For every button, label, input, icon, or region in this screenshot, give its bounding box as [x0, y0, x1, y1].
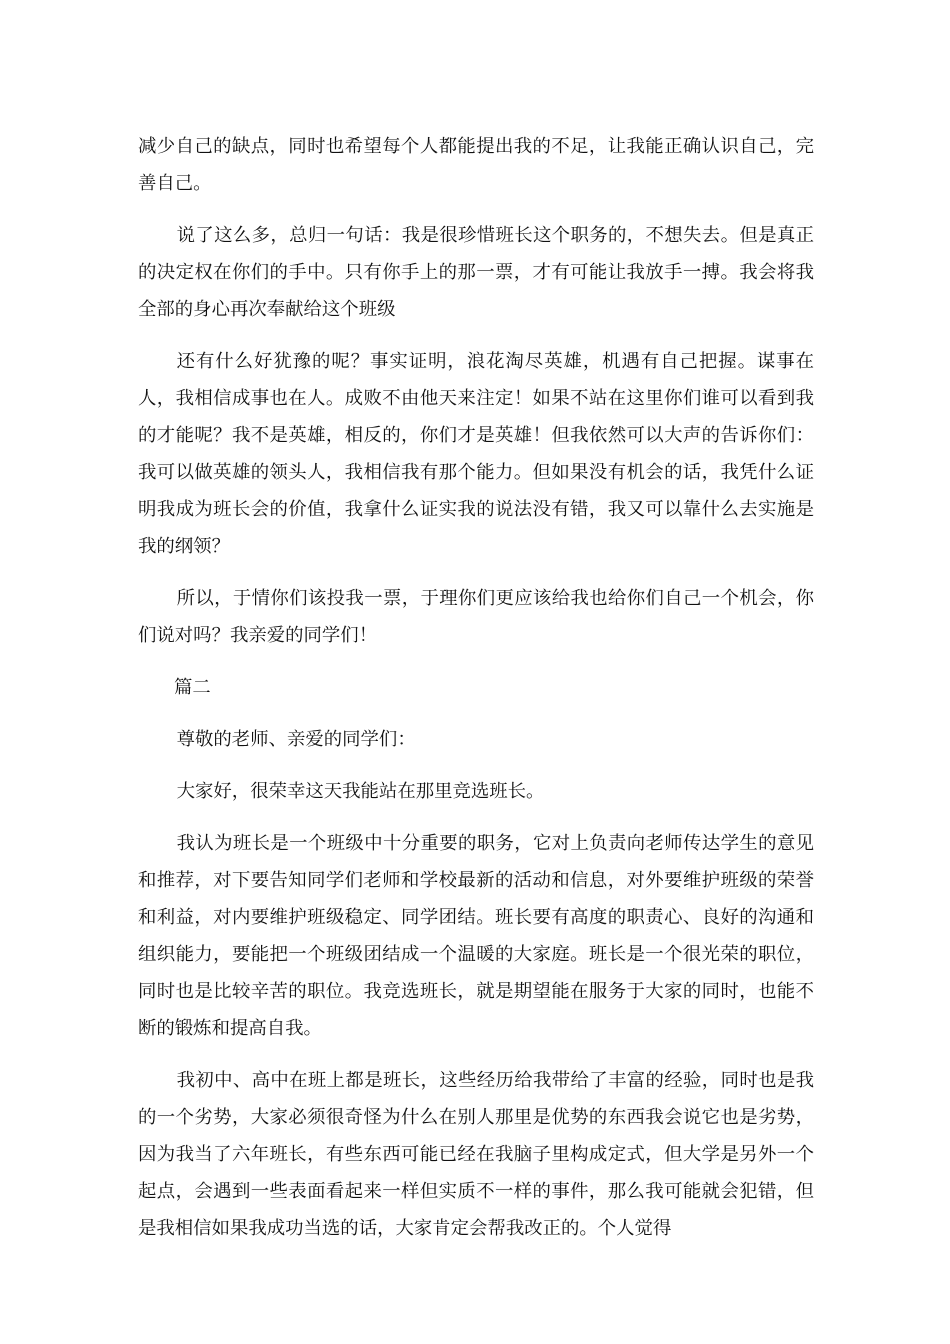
paragraph: 所以，于情你们该投我一票，于理你们更应该给我也给你们自己一个机会，你们说对吗？我亲爱的同学们！: [138, 588, 814, 646]
greeting: 大家好，很荣幸这天我能站在那里竞选班长。: [176, 781, 545, 802]
paragraph: 我认为班长是一个班级中十分重要的职务，它对上负责向老师传达学生的意见和推荐，对下要告知同学们老师和学校最新的活动和信息，对外要维护班级的荣誉和利益，对内要维护班级稳定、同学团结。班长要有高度的职责心、良好的沟通和组织能力，要能把一个班级团结成一个温暖的大家庭。班长是一个很光荣的职位，同时也是比较辛苦的职位。我竞选班长，就是期望能在服务于大家的同时，也能不断的锻炼和提高自我。: [138, 833, 814, 1039]
paragraph: 说了这么多，总归一句话：我是很珍惜班长这个职务的，不想失去。但是真正的决定权在你们的手中。只有你手上的那一票，才有可能让我放手一搏。我会将我全部的身心再次奉献给这个班级: [138, 225, 814, 320]
salutation: 尊敬的老师、亲爱的同学们：: [176, 729, 416, 750]
paragraph: 我初中、高中在班上都是班长，这些经历给我带给了丰富的经验，同时也是我的一个劣势，大家必须很奇怪为什么在别人那里是优势的东西我会说它也是劣势，因为我当了六年班长，有些东西可能已经在我脑子里构成定式，但大学是另外一个起点，会遇到一些表面看起来一样但实质不一样的事件，那么我可能就会犯错，但是我相信如果我成功当选的话，大家肯定会帮我改正的。个人觉得: [138, 1070, 814, 1239]
paragraph: 还有什么好犹豫的呢？事实证明，浪花淘尽英雄，机遇有自己把握。谋事在人，我相信成事也在人。成败不由他天来注定！如果不站在这里你们谁可以看到我的才能呢？我不是英雄，相反的，你们才是英雄！但我依然可以大声的告诉你们：我可以做英雄的领头人，我相信我有那个能力。但如果没有机会的话，我凭什么证明我成为班长会的价值，我拿什么证实我的说法没有错，我又可以靠什么去实施是我的纲领？: [138, 351, 814, 557]
document-body: [138, 128, 814, 1262]
section-heading: 篇二: [174, 677, 211, 698]
paragraph: 减少自己的缺点，同时也希望每个人都能提出我的不足，让我能正确认识自己，完善自己。: [138, 136, 814, 194]
